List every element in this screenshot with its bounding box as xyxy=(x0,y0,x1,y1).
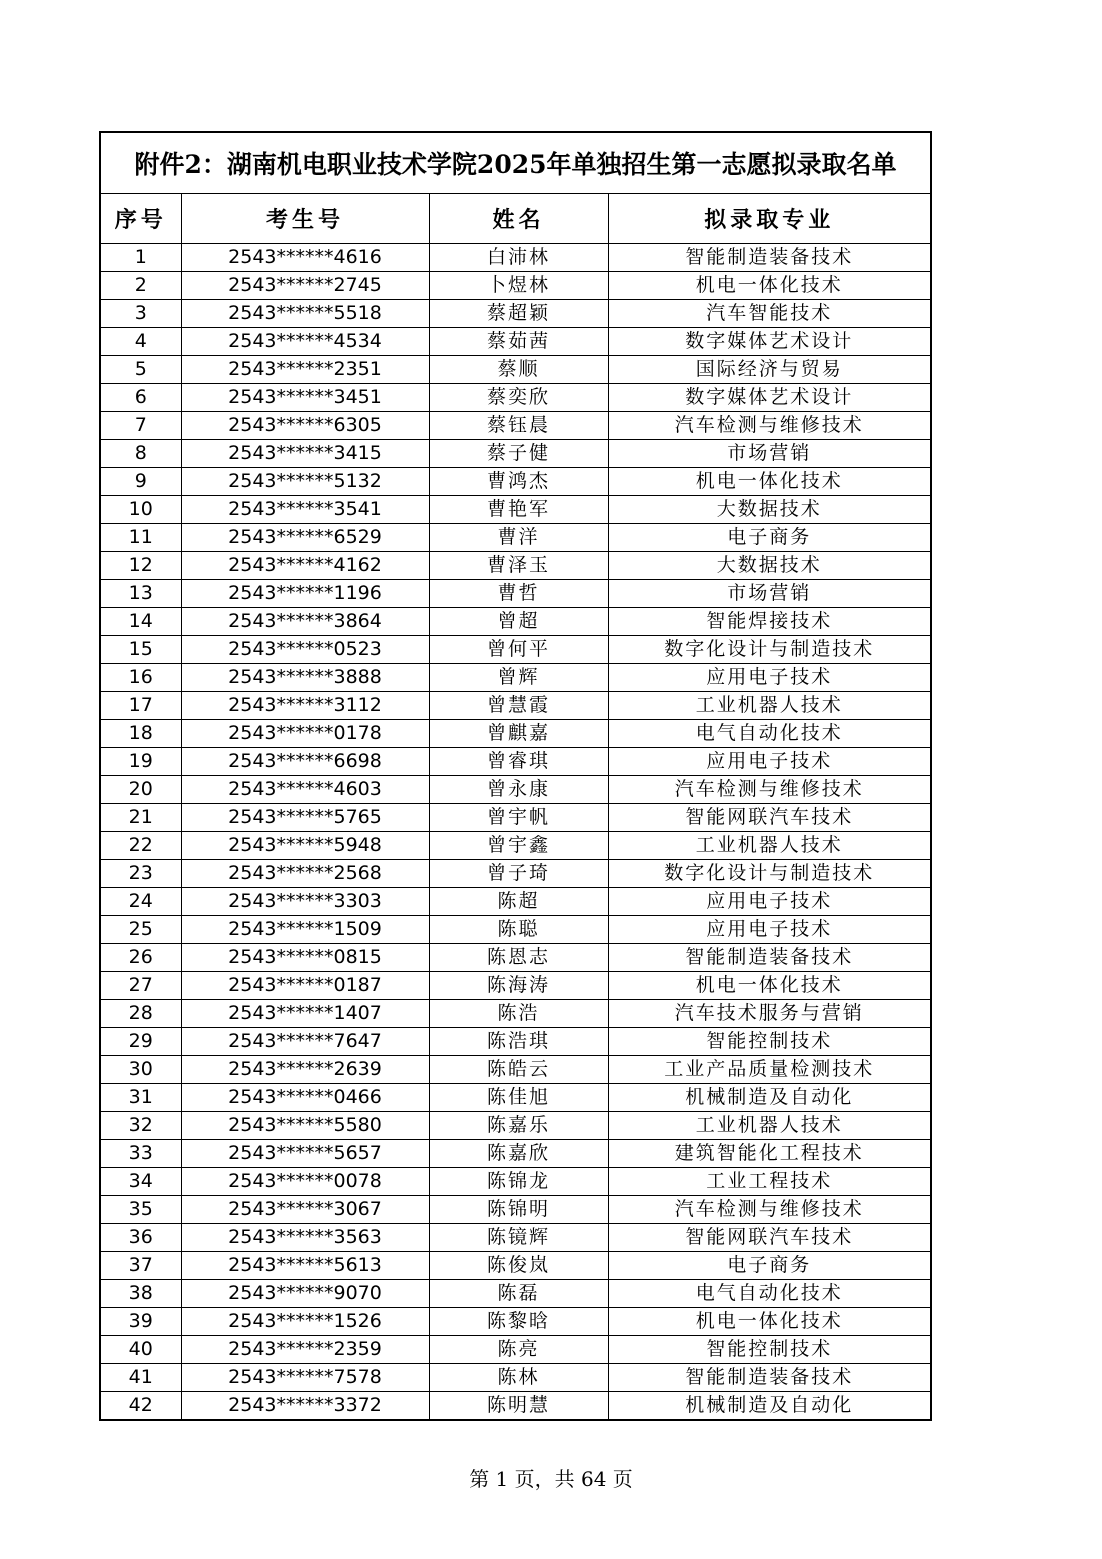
table-row xyxy=(100,692,931,720)
table-row xyxy=(100,552,931,580)
row-name: 蔡钰晨 xyxy=(429,412,608,440)
header-exam-id: 考生号 xyxy=(181,194,429,244)
row-major: 智能制造装备技术 xyxy=(608,244,931,272)
row-exam-id: 2543******4616 xyxy=(181,244,429,272)
row-name: 曾何平 xyxy=(429,636,608,664)
row-index: 29 xyxy=(100,1028,181,1056)
row-name: 卜煜林 xyxy=(429,272,608,300)
row-index: 19 xyxy=(100,748,181,776)
row-exam-id: 2543******2351 xyxy=(181,356,429,384)
row-index: 39 xyxy=(100,1308,181,1336)
row-exam-id: 2543******3541 xyxy=(181,496,429,524)
row-name: 陈俊岚 xyxy=(429,1252,608,1280)
row-name: 曾永康 xyxy=(429,776,608,804)
row-major: 工业产品质量检测技术 xyxy=(608,1056,931,1084)
row-index: 38 xyxy=(100,1280,181,1308)
table-row xyxy=(100,524,931,552)
row-exam-id: 2543******0815 xyxy=(181,944,429,972)
row-index: 3 xyxy=(100,300,181,328)
row-name: 曾宇鑫 xyxy=(429,832,608,860)
row-index: 27 xyxy=(100,972,181,1000)
table-row xyxy=(100,384,931,412)
table-row xyxy=(100,1392,931,1421)
row-index: 17 xyxy=(100,692,181,720)
table-row xyxy=(100,748,931,776)
header-name: 姓名 xyxy=(429,194,608,244)
row-major: 电子商务 xyxy=(608,524,931,552)
row-major: 工业机器人技术 xyxy=(608,1112,931,1140)
row-exam-id: 2543******3888 xyxy=(181,664,429,692)
row-exam-id: 2543******5613 xyxy=(181,1252,429,1280)
row-index: 23 xyxy=(100,860,181,888)
row-index: 32 xyxy=(100,1112,181,1140)
table-row xyxy=(100,356,931,384)
row-name: 陈嘉欣 xyxy=(429,1140,608,1168)
row-name: 曹泽玉 xyxy=(429,552,608,580)
row-index: 15 xyxy=(100,636,181,664)
table-row xyxy=(100,776,931,804)
row-index: 25 xyxy=(100,916,181,944)
row-name: 陈聪 xyxy=(429,916,608,944)
row-index: 8 xyxy=(100,440,181,468)
row-exam-id: 2543******6305 xyxy=(181,412,429,440)
row-index: 24 xyxy=(100,888,181,916)
row-index: 37 xyxy=(100,1252,181,1280)
row-name: 曾超 xyxy=(429,608,608,636)
row-major: 数字化设计与制造技术 xyxy=(608,636,931,664)
row-index: 12 xyxy=(100,552,181,580)
row-exam-id: 2543******1407 xyxy=(181,1000,429,1028)
row-exam-id: 2543******2568 xyxy=(181,860,429,888)
row-index: 35 xyxy=(100,1196,181,1224)
table-row xyxy=(100,832,931,860)
row-index: 41 xyxy=(100,1364,181,1392)
row-major: 电气自动化技术 xyxy=(608,1280,931,1308)
table-row xyxy=(100,608,931,636)
row-major: 工业机器人技术 xyxy=(608,832,931,860)
row-name: 蔡茹茜 xyxy=(429,328,608,356)
row-major: 汽车智能技术 xyxy=(608,300,931,328)
row-major: 汽车检测与维修技术 xyxy=(608,1196,931,1224)
row-exam-id: 2543******6698 xyxy=(181,748,429,776)
header-row xyxy=(100,194,931,244)
table-row xyxy=(100,720,931,748)
row-name: 陈浩琪 xyxy=(429,1028,608,1056)
row-exam-id: 2543******3112 xyxy=(181,692,429,720)
row-exam-id: 2543******3451 xyxy=(181,384,429,412)
row-name: 曾睿琪 xyxy=(429,748,608,776)
row-name: 曾慧霞 xyxy=(429,692,608,720)
row-major: 机电一体化技术 xyxy=(608,972,931,1000)
table-row xyxy=(100,440,931,468)
row-major: 机电一体化技术 xyxy=(608,272,931,300)
row-exam-id: 2543******7647 xyxy=(181,1028,429,1056)
table-row xyxy=(100,1168,931,1196)
row-index: 22 xyxy=(100,832,181,860)
table-row xyxy=(100,804,931,832)
row-major: 智能制造装备技术 xyxy=(608,1364,931,1392)
row-major: 建筑智能化工程技术 xyxy=(608,1140,931,1168)
table-row xyxy=(100,944,931,972)
table-row xyxy=(100,580,931,608)
row-name: 陈佳旭 xyxy=(429,1084,608,1112)
row-exam-id: 2543******2745 xyxy=(181,272,429,300)
title-row xyxy=(100,132,931,194)
row-index: 14 xyxy=(100,608,181,636)
table-row xyxy=(100,496,931,524)
table-body xyxy=(100,244,931,1421)
row-major: 市场营销 xyxy=(608,580,931,608)
table-row xyxy=(100,1252,931,1280)
row-major: 大数据技术 xyxy=(608,552,931,580)
table-row xyxy=(100,636,931,664)
row-exam-id: 2543******5132 xyxy=(181,468,429,496)
row-major: 数字化设计与制造技术 xyxy=(608,860,931,888)
row-index: 7 xyxy=(100,412,181,440)
row-name: 陈锦明 xyxy=(429,1196,608,1224)
row-name: 曹哲 xyxy=(429,580,608,608)
row-exam-id: 2543******3864 xyxy=(181,608,429,636)
row-index: 18 xyxy=(100,720,181,748)
admission-list-table xyxy=(99,131,932,1421)
table-row xyxy=(100,1140,931,1168)
table-row xyxy=(100,468,931,496)
table-row xyxy=(100,664,931,692)
row-name: 蔡奕欣 xyxy=(429,384,608,412)
table-row xyxy=(100,1364,931,1392)
row-major: 应用电子技术 xyxy=(608,664,931,692)
row-exam-id: 2543******3067 xyxy=(181,1196,429,1224)
row-name: 曹鸿杰 xyxy=(429,468,608,496)
row-index: 33 xyxy=(100,1140,181,1168)
row-name: 陈磊 xyxy=(429,1280,608,1308)
row-name: 曹洋 xyxy=(429,524,608,552)
row-exam-id: 2543******3415 xyxy=(181,440,429,468)
row-major: 机械制造及自动化 xyxy=(608,1084,931,1112)
row-name: 陈黎晗 xyxy=(429,1308,608,1336)
row-exam-id: 2543******4534 xyxy=(181,328,429,356)
row-exam-id: 2543******4162 xyxy=(181,552,429,580)
row-exam-id: 2543******0187 xyxy=(181,972,429,1000)
row-major: 机电一体化技术 xyxy=(608,1308,931,1336)
row-exam-id: 2543******5518 xyxy=(181,300,429,328)
row-major: 工业工程技术 xyxy=(608,1168,931,1196)
row-exam-id: 2543******0178 xyxy=(181,720,429,748)
row-index: 13 xyxy=(100,580,181,608)
row-major: 智能网联汽车技术 xyxy=(608,1224,931,1252)
row-index: 30 xyxy=(100,1056,181,1084)
row-major: 汽车技术服务与营销 xyxy=(608,1000,931,1028)
row-major: 电气自动化技术 xyxy=(608,720,931,748)
row-index: 11 xyxy=(100,524,181,552)
table-row xyxy=(100,1000,931,1028)
row-major: 智能焊接技术 xyxy=(608,608,931,636)
table-row xyxy=(100,972,931,1000)
row-major: 应用电子技术 xyxy=(608,888,931,916)
row-index: 26 xyxy=(100,944,181,972)
row-exam-id: 2543******3372 xyxy=(181,1392,429,1421)
row-index: 9 xyxy=(100,468,181,496)
row-name: 曾辉 xyxy=(429,664,608,692)
row-index: 4 xyxy=(100,328,181,356)
table-row xyxy=(100,244,931,272)
row-name: 蔡子健 xyxy=(429,440,608,468)
row-exam-id: 2543******3563 xyxy=(181,1224,429,1252)
row-name: 陈林 xyxy=(429,1364,608,1392)
row-major: 工业机器人技术 xyxy=(608,692,931,720)
row-exam-id: 2543******5948 xyxy=(181,832,429,860)
row-index: 34 xyxy=(100,1168,181,1196)
row-exam-id: 2543******5580 xyxy=(181,1112,429,1140)
row-name: 曾麒嘉 xyxy=(429,720,608,748)
row-index: 5 xyxy=(100,356,181,384)
row-index: 40 xyxy=(100,1336,181,1364)
row-name: 陈皓云 xyxy=(429,1056,608,1084)
row-index: 1 xyxy=(100,244,181,272)
row-exam-id: 2543******9070 xyxy=(181,1280,429,1308)
row-exam-id: 2543******1526 xyxy=(181,1308,429,1336)
row-index: 42 xyxy=(100,1392,181,1421)
table-row xyxy=(100,1028,931,1056)
document-title: 附件2：湖南机电职业技术学院2025年单独招生第一志愿拟录取名单 xyxy=(100,132,931,194)
row-major: 数字媒体艺术设计 xyxy=(608,328,931,356)
row-exam-id: 2543******2639 xyxy=(181,1056,429,1084)
table-row xyxy=(100,328,931,356)
table-row xyxy=(100,916,931,944)
table-row xyxy=(100,1112,931,1140)
row-name: 陈明慧 xyxy=(429,1392,608,1421)
row-index: 6 xyxy=(100,384,181,412)
row-major: 大数据技术 xyxy=(608,496,931,524)
row-name: 陈浩 xyxy=(429,1000,608,1028)
row-name: 白沛林 xyxy=(429,244,608,272)
row-name: 曾子琦 xyxy=(429,860,608,888)
row-index: 36 xyxy=(100,1224,181,1252)
row-name: 陈超 xyxy=(429,888,608,916)
table-row xyxy=(100,1196,931,1224)
table-row xyxy=(100,1336,931,1364)
row-name: 陈镜辉 xyxy=(429,1224,608,1252)
row-name: 蔡超颖 xyxy=(429,300,608,328)
table-row xyxy=(100,1308,931,1336)
row-index: 21 xyxy=(100,804,181,832)
row-index: 10 xyxy=(100,496,181,524)
row-major: 汽车检测与维修技术 xyxy=(608,776,931,804)
table-row xyxy=(100,888,931,916)
row-exam-id: 2543******2359 xyxy=(181,1336,429,1364)
row-name: 陈恩志 xyxy=(429,944,608,972)
row-major: 智能控制技术 xyxy=(608,1028,931,1056)
row-major: 应用电子技术 xyxy=(608,748,931,776)
row-major: 智能控制技术 xyxy=(608,1336,931,1364)
row-exam-id: 2543******0466 xyxy=(181,1084,429,1112)
row-major: 应用电子技术 xyxy=(608,916,931,944)
row-exam-id: 2543******7578 xyxy=(181,1364,429,1392)
header-index: 序号 xyxy=(100,194,181,244)
row-major: 机械制造及自动化 xyxy=(608,1392,931,1421)
table-row xyxy=(100,1280,931,1308)
row-exam-id: 2543******1196 xyxy=(181,580,429,608)
row-exam-id: 2543******4603 xyxy=(181,776,429,804)
page-footer: 第 1 页，共 64 页 xyxy=(469,1467,633,1491)
row-exam-id: 2543******5657 xyxy=(181,1140,429,1168)
row-major: 智能网联汽车技术 xyxy=(608,804,931,832)
row-index: 2 xyxy=(100,272,181,300)
row-name: 陈嘉乐 xyxy=(429,1112,608,1140)
row-index: 31 xyxy=(100,1084,181,1112)
table-row xyxy=(100,272,931,300)
table-row xyxy=(100,300,931,328)
row-major: 机电一体化技术 xyxy=(608,468,931,496)
row-exam-id: 2543******0523 xyxy=(181,636,429,664)
row-major: 国际经济与贸易 xyxy=(608,356,931,384)
row-major: 电子商务 xyxy=(608,1252,931,1280)
row-name: 曹艳军 xyxy=(429,496,608,524)
table-row xyxy=(100,1084,931,1112)
row-major: 智能制造装备技术 xyxy=(608,944,931,972)
row-exam-id: 2543******1509 xyxy=(181,916,429,944)
row-name: 蔡顺 xyxy=(429,356,608,384)
row-name: 陈海涛 xyxy=(429,972,608,1000)
row-exam-id: 2543******5765 xyxy=(181,804,429,832)
table-row xyxy=(100,1056,931,1084)
row-name: 陈锦龙 xyxy=(429,1168,608,1196)
row-exam-id: 2543******6529 xyxy=(181,524,429,552)
row-index: 28 xyxy=(100,1000,181,1028)
row-major: 数字媒体艺术设计 xyxy=(608,384,931,412)
row-major: 市场营销 xyxy=(608,440,931,468)
row-name: 曾宇帆 xyxy=(429,804,608,832)
row-index: 20 xyxy=(100,776,181,804)
header-major: 拟录取专业 xyxy=(608,194,931,244)
row-index: 16 xyxy=(100,664,181,692)
table-row xyxy=(100,1224,931,1252)
row-exam-id: 2543******0078 xyxy=(181,1168,429,1196)
table-row xyxy=(100,412,931,440)
row-major: 汽车检测与维修技术 xyxy=(608,412,931,440)
table-row xyxy=(100,860,931,888)
row-name: 陈亮 xyxy=(429,1336,608,1364)
row-exam-id: 2543******3303 xyxy=(181,888,429,916)
